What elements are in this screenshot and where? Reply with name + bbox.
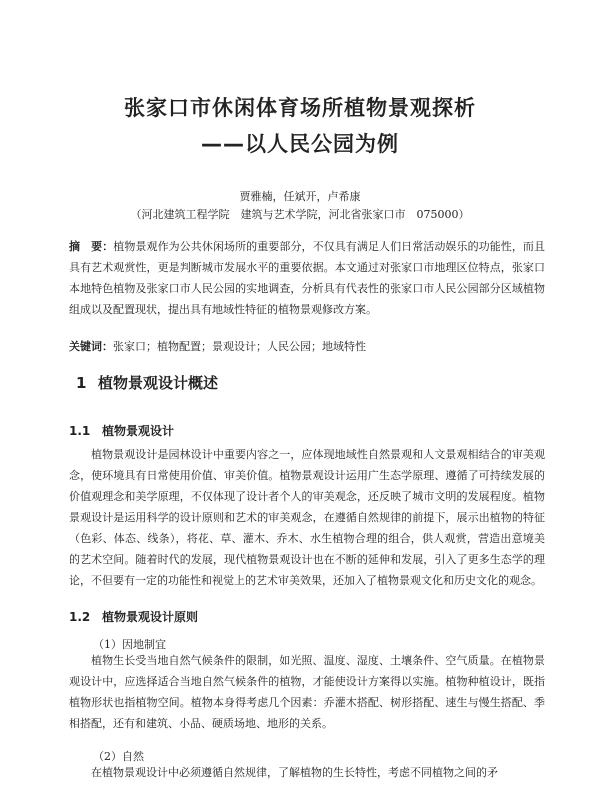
keywords-text: 张家口；植物配置；景观设计；人民公园；地域特性 (113, 340, 366, 353)
keywords-label: 关键词： (69, 340, 113, 353)
paper-subtitle: ——以人民公园为例 (201, 132, 399, 156)
subsection-title: 植物景观设计原则 (102, 610, 199, 624)
abstract (69, 236, 545, 320)
keywords (69, 336, 545, 357)
section-heading-1 (76, 372, 218, 393)
subsection-heading-1-2 (69, 608, 198, 625)
section-title: 植物景观设计概述 (98, 374, 219, 392)
paper-title: 张家口市休闲体育场所植物景观探析 (124, 96, 476, 120)
subsection-title: 植物景观设计 (102, 424, 175, 438)
affiliation: （河北建筑工程学院 建筑与艺术学院，河北省张家口市 075000） (130, 208, 470, 221)
section-number: 1 (76, 374, 87, 392)
principle-label-1: （1）因地制宜 (93, 638, 166, 651)
subsection-number: 1.2 (69, 610, 91, 624)
subsection-heading-1-1 (69, 422, 174, 439)
body-paragraph: 在植物景观设计中必须遵循自然规律，了解植物的生长特性，考虑不同植物之间的矛 (91, 766, 498, 779)
abstract-text: 植物景观作为公共休闲场所的重要部分，不仅具有满足人们日常活动娱乐的功能性，而且具有艺术观赏性，更是判断城市发展水平的重要依据。本文通过对张家口市地理区位特点，张家口本地特色植物及张家口市人民公园的实地调查，分析具有代表性的张家口市人民公园部分区域植物组成以及配置现状，提出具有地域性特征的植物景观修改方案。 (69, 240, 546, 316)
abstract-label: 摘 要： (69, 240, 114, 253)
principle-label-2: （2）自然 (93, 750, 144, 763)
body-paragraph: 植物生长受当地自然气候条件的限制，如光照、温度、湿度、土壤条件、空气质量。在植物景观设计中，应选择适合当地自然气候条件的植物，才能使设计方案得以实施。植物种植设计，既指植物形状也指植物空间。植物本身得考虑几个因素：乔灌木搭配、树形搭配、速生与慢生搭配、季相搭配，还有和建筑、小品、硬质场地、地形的关系。 (69, 654, 545, 730)
authors: 贾雅楠，任斌开，卢希康 (239, 190, 361, 203)
subsection-number: 1.1 (69, 424, 91, 438)
body-paragraph: 植物景观设计是园林设计中重要内容之一，应体现地域性自然景观和人文景观相结合的审美观念，使环境具有日常使用价值、审美价值。植物景观设计运用广生态学原理、遵循了可持续发展的价值观理念和美学原理，不仅体现了设计者个人的审美观念，还反映了城市文明的发展程度。植物景观设计是运用科学的设计原则和艺术的审美观念，在遵循自然规律的前提下，展示出植物的特征（色彩、体态、线条），将花、草、灌木、乔木、水生植物合理的组合，供人观赏，营造出意境美的艺术空间。随着时代的发展，现代植物景观设计也在不断的延伸和发展，引入了更多生态学的理论，不但要有一定的功能性和视觉上的艺术审美效果，还加入了植物景观文化和历史文化的观念。 (69, 448, 545, 587)
